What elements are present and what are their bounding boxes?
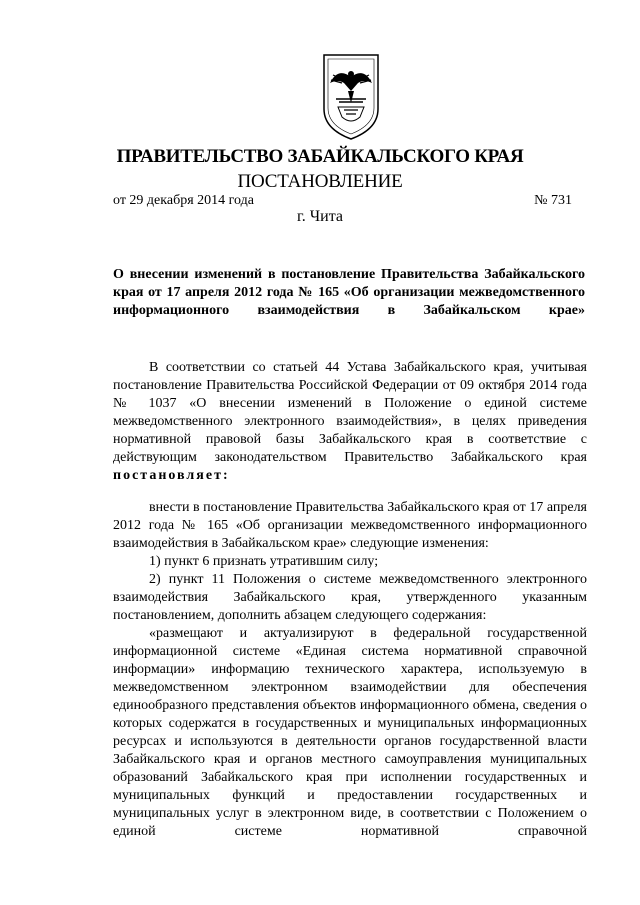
preamble-paragraph — [113, 359, 587, 485]
document-number: № 731 — [534, 193, 572, 208]
preamble-text: В соответствии со статьей 44 Устава Забайкальского края, учитывая постановление Правительства Российской Федерации от 09 октября 2014 года № 1037 «О внесении изменений в Положение о единой системе межведомственного электронного взаимодействия», в целях приведения нормативной правовой базы Забайкальского края в соответствие с действующим законодательством Правительство Забайкальского края — [113, 360, 587, 465]
item-2-paragraph: 2) пункт 11 Положения о системе межведомственного электронного взаимодействия Забайкальского края, утвержденного указанным постановлением, дополнить абзацем следующего содержания: — [113, 572, 587, 623]
document-body — [113, 359, 587, 841]
coat-of-arms-icon — [320, 53, 382, 141]
quote-paragraph: «размещают и актуализируют в федеральной государственной информационной системе «Единая система нормативной справочной информации» информацию технического характера, используемую в межведомственном электронном взаимодействии для обеспечения единообразного представления объектов информационного обмена, сведения о которых содержатся в государственных и муниципальных информационных ресурсах и используются в деятельности органов государственной власти Забайкальского края и органов местного самоуправления муниципальных образований Забайкальского края при исполнении государственных и муниципальных функций и предоставлении государственных и муниципальных услуг в электронном виде, в соответствии с Положением о единой системе нормативной справочной — [113, 626, 587, 839]
intro-paragraph: внести в постановление Правительства Забайкальского края от 17 апреля 2012 года № 165 «Об организации межведомственного информационного взаимодействия в Забайкальском крае» следующие изменения: — [113, 500, 587, 551]
document-type: ПОСТАНОВЛЕНИЕ — [237, 171, 403, 192]
document-city: г. Чита — [296, 208, 343, 225]
resolves-word: постановляет: — [113, 468, 230, 483]
item-1-paragraph: 1) пункт 6 признать утратившим силу; — [149, 554, 379, 569]
org-title: ПРАВИТЕЛЬСТВО ЗАБАЙКАЛЬСКОГО КРАЯ — [116, 146, 524, 167]
document-subject: О внесении изменений в постановление Правительства Забайкальского края от 17 апреля 2012 года № 165 «Об организации межведомственного информационного взаимодействия в Забайкальском крае» — [113, 267, 585, 318]
document-date: от 29 декабря 2014 года — [113, 193, 254, 208]
